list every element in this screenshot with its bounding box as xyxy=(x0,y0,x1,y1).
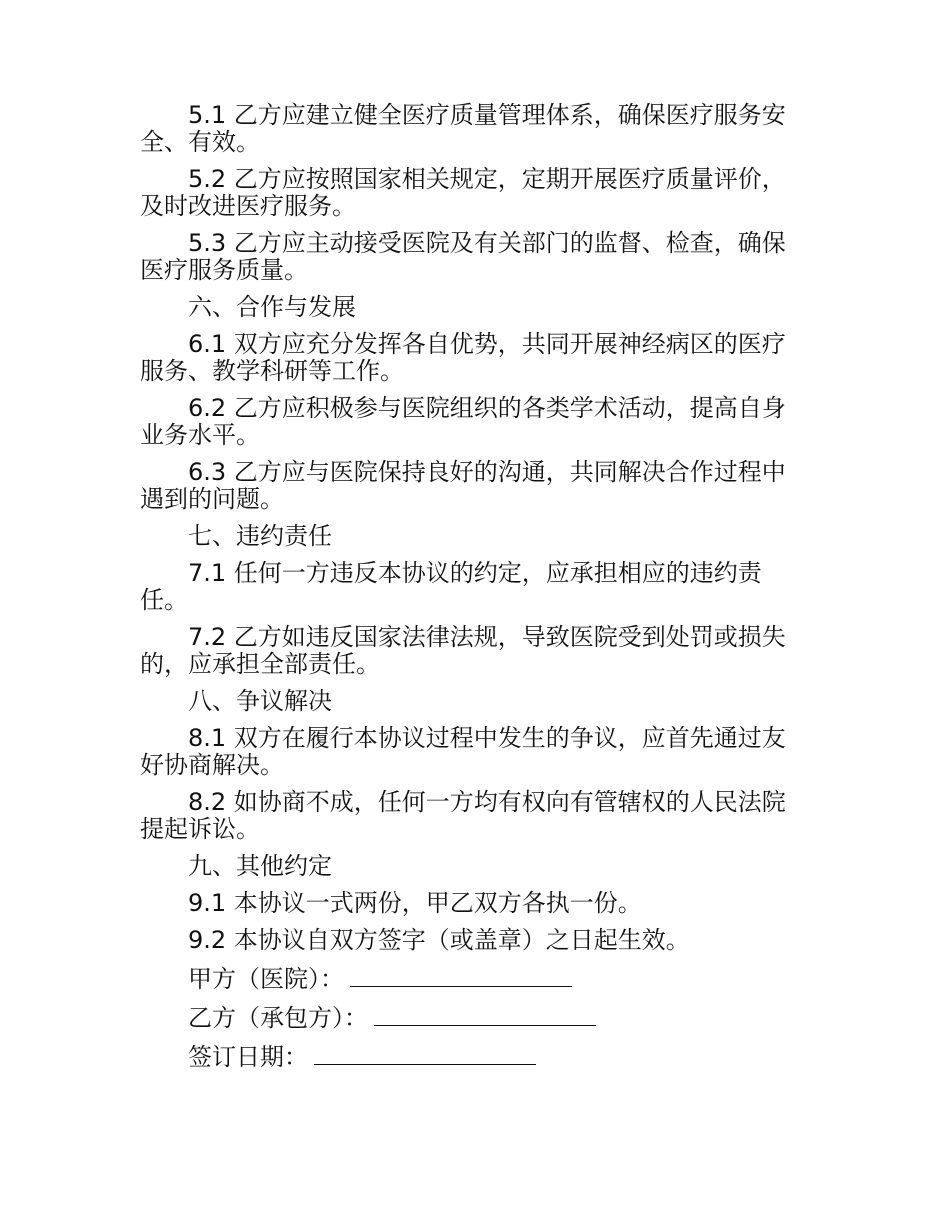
signature-party-b-label: 乙方（承包方）： xyxy=(188,1004,368,1032)
clause-7-1: 7.1 任何一方违反本协议的约定，应承担相应的违约责任。 xyxy=(140,559,762,614)
signature-date-blank[interactable] xyxy=(314,1042,536,1065)
clause-8-1: 8.1 双方在履行本协议过程中发生的争议，应首先通过友好协商解决。 xyxy=(140,724,786,779)
clause-5-3: 5.3 乙方应主动接受医院及有关部门的监督、检查，确保医疗服务质量。 xyxy=(140,229,786,284)
clause-6-1: 6.1 双方应充分发挥各自优势，共同开展神经病区的医疗服务、教学科研等工作。 xyxy=(140,330,786,385)
signature-party-b-blank[interactable] xyxy=(374,1003,596,1026)
clause-5-2: 5.2 乙方应按照国家相关规定，定期开展医疗质量评价，及时改进医疗服务。 xyxy=(140,165,786,220)
clause-9-1: 9.1 本协议一式两份，甲乙双方各执一份。 xyxy=(188,889,642,917)
section-heading-6: 六、合作与发展 xyxy=(188,293,356,321)
clause-6-2: 6.2 乙方应积极参与医院组织的各类学术活动，提高自身业务水平。 xyxy=(140,394,786,449)
signature-date-label: 签订日期： xyxy=(188,1043,308,1071)
signature-party-a-label: 甲方（医院）： xyxy=(188,965,344,993)
signature-party-a-blank[interactable] xyxy=(350,964,572,987)
signature-date xyxy=(140,1042,802,1071)
clause-8-2: 8.2 如协商不成，任何一方均有权向有管辖权的人民法院提起诉讼。 xyxy=(140,788,786,843)
section-heading-9: 九、其他约定 xyxy=(188,852,332,880)
signature-party-b xyxy=(140,1003,802,1032)
signature-party-a xyxy=(140,964,802,993)
clause-7-2: 7.2 乙方如违反国家法律法规，导致医院受到处罚或损失的，应承担全部责任。 xyxy=(140,623,786,678)
section-heading-8: 八、争议解决 xyxy=(188,687,332,715)
section-heading-7: 七、违约责任 xyxy=(188,522,332,550)
document-body xyxy=(140,102,802,1081)
clause-9-2: 9.2 本协议自双方签字（或盖章）之日起生效。 xyxy=(188,926,690,954)
clause-5-1: 5.1 乙方应建立健全医疗质量管理体系，确保医疗服务安全、有效。 xyxy=(140,101,786,156)
clause-6-3: 6.3 乙方应与医院保持良好的沟通，共同解决合作过程中遇到的问题。 xyxy=(140,458,786,513)
